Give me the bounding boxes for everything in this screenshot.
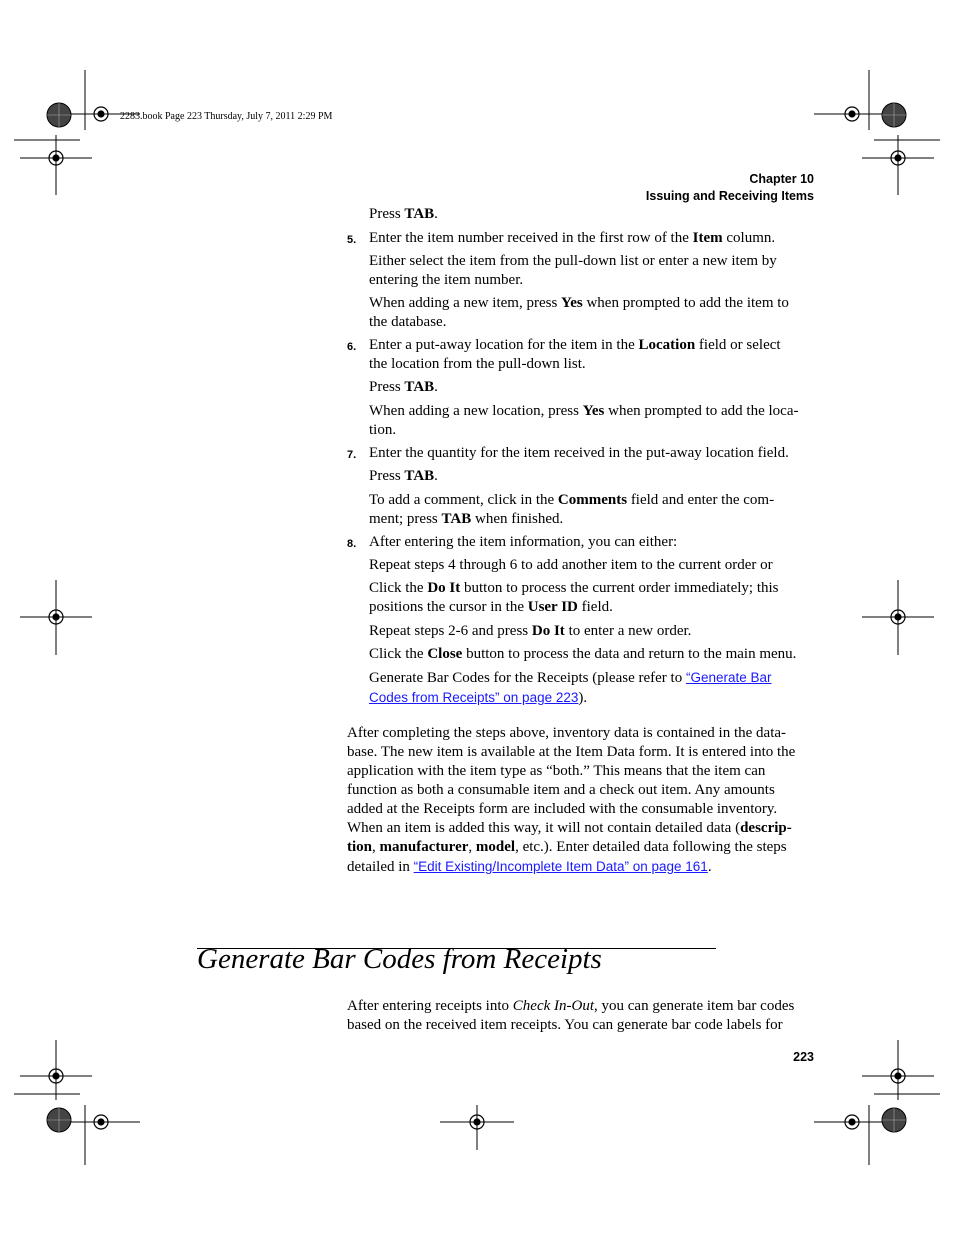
section-title: Generate Bar Codes from Receipts xyxy=(197,943,602,975)
step-5-text: Enter the item number received in the first row of the Item column. xyxy=(369,230,776,246)
step-number-5: 5. xyxy=(347,234,357,246)
step-5-new-item-note: When adding a new item, press Yes when prompted to add the item to the database. xyxy=(369,295,789,330)
step-8-option-close: Click the Close button to process the data and return to the main menu. xyxy=(369,646,797,662)
chapter-section-label: Issuing and Receiving Items xyxy=(645,189,814,203)
step-8-option-repeat: Repeat steps 4 through 6 to add another item to the current order or xyxy=(369,557,773,573)
step-8-text: After entering the item information, you can either: xyxy=(369,534,678,550)
generate-bar-codes-link[interactable]: “Generate Bar xyxy=(685,670,772,685)
step-number-6: 6. xyxy=(347,341,357,353)
step-8-option-repeat-2-6: Repeat steps 2-6 and press Do It to enter a new order. xyxy=(369,623,692,639)
generate-bar-codes-link-continued[interactable]: Codes from Receipts” on page 223 xyxy=(369,690,579,705)
press-tab-line: Press TAB. xyxy=(369,379,438,395)
running-header xyxy=(646,171,814,205)
step-number-7: 7. xyxy=(347,449,357,461)
step-6-text: Enter a put-away location for the item in the Location field or select the location from the pull-down list. xyxy=(369,337,781,372)
step-8-option-do-it: Click the Do It button to process the current order immediately; this positions the cursor in the User ID field. xyxy=(369,580,779,615)
summary-paragraph: After completing the steps above, inventory data is contained in the data- base. The new item is available at the Item Data form. It is entered into the application with the item type as “both.” This means that the item can function as both a consumable item and a check out item. Any amounts added at the Receipts form are included with the consumable inventory. When an item is added this way, it will not contain detailed data (descrip- tion, manufacturer, model, etc.). Enter detailed data following the steps detailed in “Edit Existing/Incomplete Item Data” on page 161. xyxy=(347,725,796,875)
section-intro-paragraph: After entering receipts into Check In-Out, you can generate item bar codes based on the received item receipts. You can generate bar code labels for xyxy=(347,998,795,1033)
edit-item-data-link[interactable]: “Edit Existing/Incomplete Item Data” on page 161 xyxy=(413,859,708,874)
print-slug: 2283.book Page 223 Thursday, July 7, 2011 2:29 PM xyxy=(120,111,333,122)
page-number: 223 xyxy=(793,1050,814,1064)
press-tab-line: Press TAB. xyxy=(369,468,438,484)
step-8-option-generate: Generate Bar Codes for the Receipts (please refer to “Generate Bar Codes from Receipts” on page 223). xyxy=(369,670,772,706)
step-number-8: 8. xyxy=(347,538,357,550)
step-6-new-location-note: When adding a new location, press Yes when prompted to add the loca- tion. xyxy=(369,403,799,438)
step-7-text: Enter the quantity for the item received in the put-away location field. xyxy=(369,445,789,461)
step-5-detail: Either select the item from the pull-down list or enter a new item by entering the item number. xyxy=(369,253,777,288)
press-tab-line: Press TAB. xyxy=(369,206,438,222)
step-7-comment-note: To add a comment, click in the Comments field and enter the com- ment; press TAB when finished. xyxy=(369,492,775,527)
chapter-label: Chapter 10 xyxy=(749,172,814,186)
